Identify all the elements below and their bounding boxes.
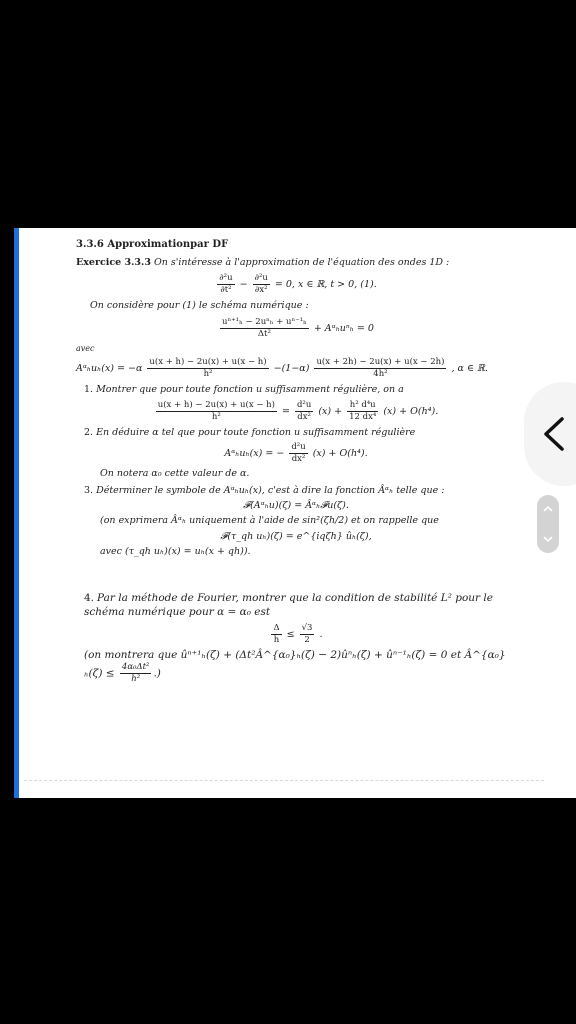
wave-equation: $\frac{\text{∂²u}}{\text{∂t²}}$ − $\frac{\text{∂²u}}{\text{∂x²}}$ = 0, x ∈ ℝ, t > 0, (1). xyxy=(219,273,377,296)
scheme-intro: On considère pour (1) le schéma numérique : xyxy=(90,300,309,312)
A-def-lhs: Aᵅₕuₕ(x) = −α xyxy=(76,363,143,375)
fraction-q1-d2: $\frac{\text{d²u}}{\text{dx²}}$ xyxy=(296,399,312,422)
q2-eq-lhs: Aᵅₕuₕ(x) = − xyxy=(224,448,285,460)
q1-eq-tail: (x) + O(h⁴). xyxy=(383,405,439,417)
q3-note: (on exprimera Âᵅₕ uniquement à l'aide de sin²(ζh/2) et on rappelle que xyxy=(100,515,439,527)
question-4: 4. Par la méthode de Fourier, montrer que la condition de stabilité L² pour le schéma numérique pour α = α₀ est xyxy=(84,592,493,618)
q1-equation: $\frac{u(x + h) - 2u(x) + u(x - h)}{\text{h²}}$ = $\frac{\text{d²u}}{\text{dx²}}$ (x) + $\frac{\text{h² d⁴u}}{\text{12 dx⁴}}$ (x) + O(h⁴). xyxy=(157,399,439,422)
exercise-heading xyxy=(76,257,516,269)
scheme-equation xyxy=(76,317,516,340)
exercise-label: Exercice 3.3.3 xyxy=(76,257,151,268)
fraction-q1-d4: $\frac{\text{h² d⁴u}}{\text{12 dx⁴}}$ xyxy=(349,399,377,422)
question-2: 2. En déduire α tel que pour toute fonction u suffisamment régulière xyxy=(84,426,416,438)
question-3: 3. Déterminer le symbole de Aᵅₕuₕ(x), c'est à dire la fonction Âᵅₕ telle que : xyxy=(84,484,445,496)
section-title: 3.3.6 Approximationpar DF xyxy=(76,239,229,250)
fraction-q1-lhs: $\frac{u(x + h) - 2u(x) + u(x - h)}{\text{h²}}$ xyxy=(157,399,275,422)
q3-note-2: avec (τ_qh uₕ)(x) = uₕ(x + qh)). xyxy=(100,545,251,557)
A-definition xyxy=(76,357,516,380)
fraction-A1: $\frac{u(x + h) - 2u(x) + u(x - h)}{\text{h²}}$ xyxy=(149,357,267,380)
q2-note: On notera α₀ cette valeur de α. xyxy=(100,468,250,480)
A-def-tail: , α ∈ ℝ. xyxy=(451,363,488,375)
accent-bar xyxy=(14,228,19,798)
q2-equation xyxy=(76,442,516,465)
scroll-control[interactable] xyxy=(537,495,559,553)
q4-equation: $\frac{\Delta}{h}$ ≤ $\frac{√3}{2}$ . xyxy=(273,622,323,645)
document-page xyxy=(14,228,576,798)
chevron-up-icon[interactable] xyxy=(542,503,554,515)
q3-equation: 𝓕(Aᵅₕu)(ζ) = Âᵅₕ𝓕u(ζ). xyxy=(243,499,349,511)
fraction-q4-rhs: $\frac{√3}{2}$ xyxy=(301,622,313,645)
fraction-d2u-dx2: $\frac{\text{∂²u}}{\text{∂x²}}$ xyxy=(254,273,268,296)
fraction-scheme: $\frac{\text{uⁿ⁺¹ₕ − 2uⁿₕ + uⁿ⁻¹ₕ}}{\text{Δt²}}$ xyxy=(222,316,307,339)
wave-equation-tail: = 0, x ∈ ℝ, t > 0, (1). xyxy=(274,279,377,291)
question-1: 1. Montrer que pour toute fonction u suffisamment régulière, on a xyxy=(84,384,404,396)
fraction-q2-d2: $\frac{\text{d²u}}{\text{dx²}}$ xyxy=(291,442,306,465)
fraction-q4-lhs: $\frac{\Delta}{h}$ xyxy=(273,622,280,645)
fraction-A2: $\frac{u(x + 2h) - 2u(x) + u(x - 2h)}{\text{4h²}}$ xyxy=(316,357,445,380)
q4-leq: ≤ xyxy=(286,628,295,640)
page-divider xyxy=(24,780,544,781)
q4-note: (on montrera que ûⁿ⁺¹ₕ(ζ) + (Δt²Â^{α₀}ₕ(ζ) − 2)ûⁿₕ(ζ) + ûⁿ⁻¹ₕ(ζ) = 0 et Â^{α₀}ₕ(ζ) ≤ $\frac{\text{4α₀Δt²}}{\text{h²}}$ .) xyxy=(84,648,506,685)
chevron-left-icon xyxy=(540,416,570,452)
q2-eq-tail: (x) + O(h⁴). xyxy=(312,448,368,460)
back-button[interactable] xyxy=(524,382,576,486)
avec-label: avec xyxy=(76,343,95,353)
chevron-down-icon[interactable] xyxy=(542,533,554,545)
A-def-mid: −(1−α) xyxy=(273,363,310,375)
exercise-intro: On s'intéresse à l'approximation de l'équation des ondes 1D : xyxy=(153,257,450,268)
page-content xyxy=(76,238,516,685)
scheme-tail: + Aᵅₕuⁿₕ = 0 xyxy=(313,322,374,334)
fraction-q4-bound: $\frac{\text{4α₀Δt²}}{\text{h²}}$ xyxy=(121,662,150,685)
fraction-d2u-dt2: $\frac{\text{∂²u}}{\text{∂t²}}$ xyxy=(219,273,233,296)
q3-equation-2: 𝓕(τ_qh uₕ)(ζ) = e^{iqζh} ûₕ(ζ), xyxy=(220,530,372,542)
